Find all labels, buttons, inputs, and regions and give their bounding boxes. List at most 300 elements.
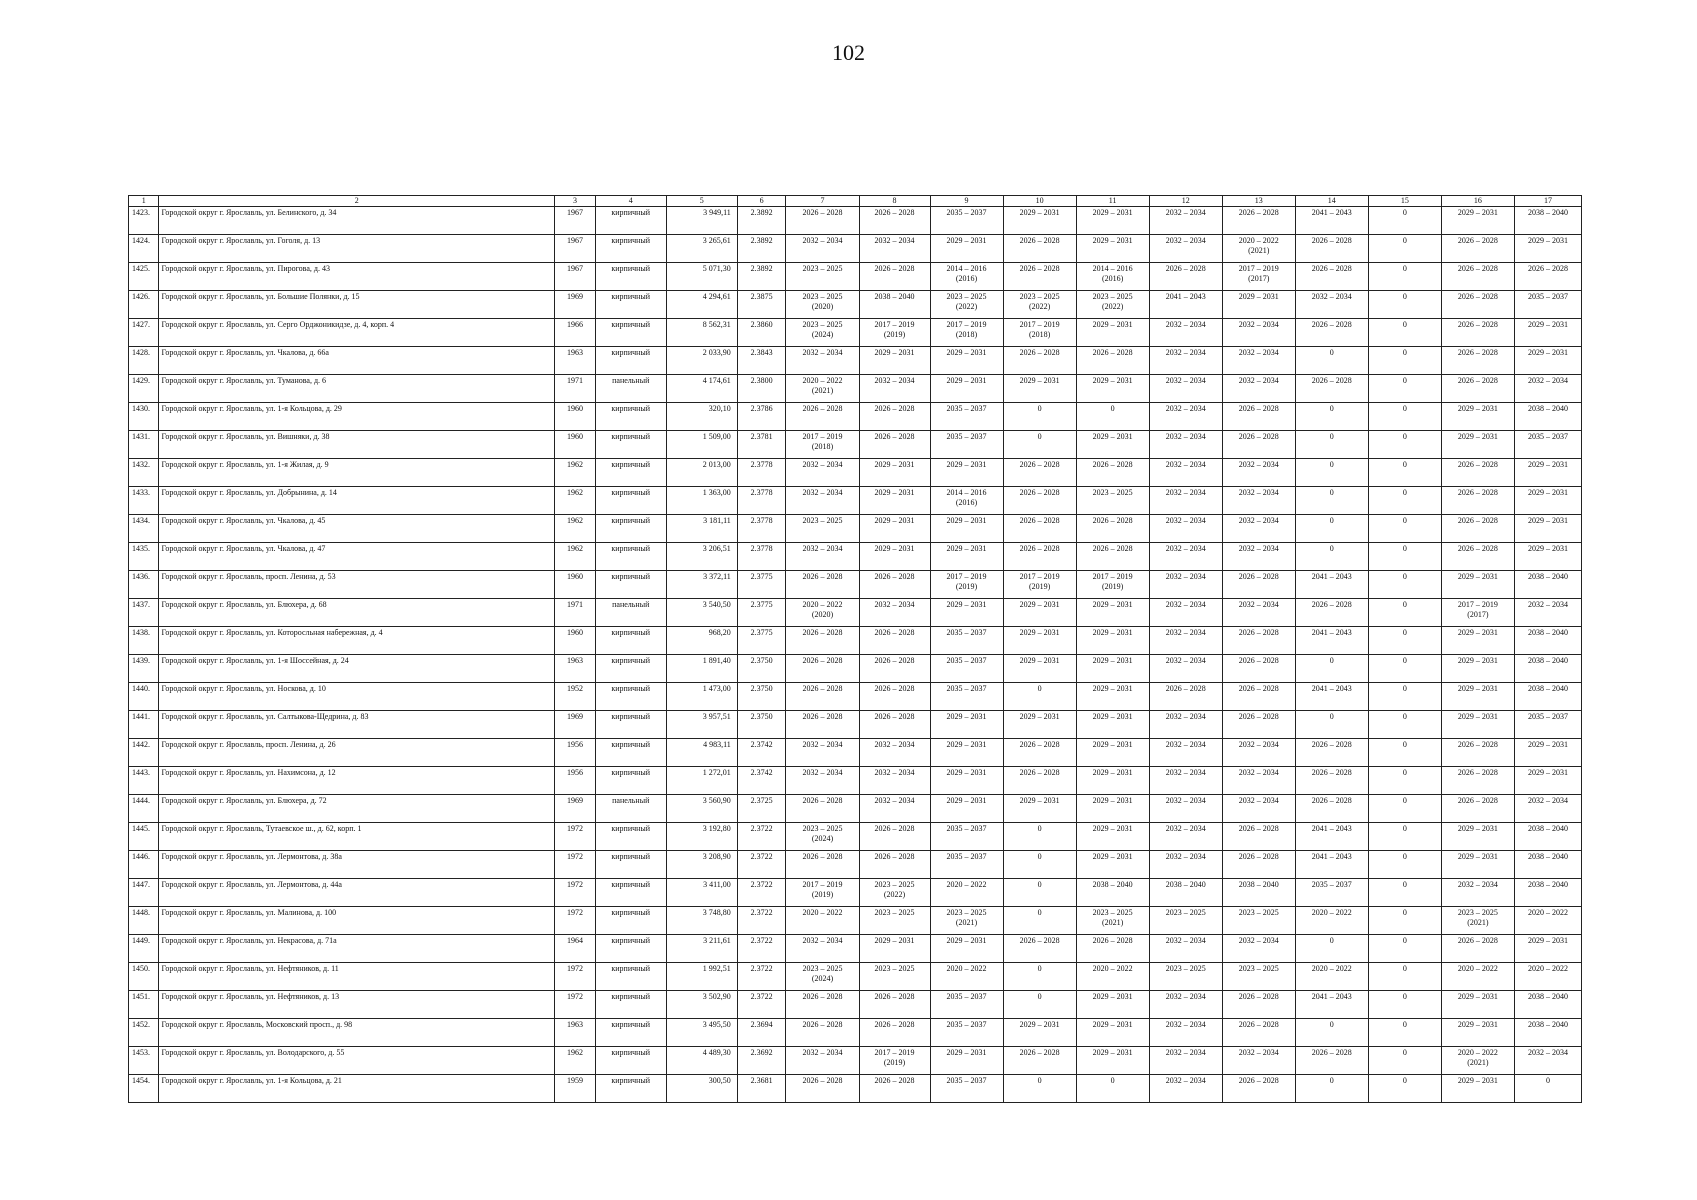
table-cell-col-10: 0 [1003,1075,1076,1103]
table-cell-col-10: 2023 – 2025 (2022) [1003,291,1076,319]
table-cell-col-4: кирпичный [595,767,666,795]
table-cell-col-8: 2032 – 2034 [859,767,930,795]
table-cell-col-1: 1443. [129,767,159,795]
table-cell-col-14: 2026 – 2028 [1295,795,1368,823]
table-cell-col-13: 2026 – 2028 [1222,851,1295,879]
table-cell-col-12: 2032 – 2034 [1149,1047,1222,1075]
table-cell-col-5: 1 509,00 [666,431,737,459]
table-cell-col-8: 2026 – 2028 [859,711,930,739]
column-number-15: 15 [1368,196,1441,207]
table-cell-col-8: 2032 – 2034 [859,739,930,767]
table-row [129,207,1582,235]
table-cell-col-16: 2029 – 2031 [1441,711,1514,739]
table-cell-col-9: 2029 – 2031 [930,739,1003,767]
table-cell-col-6: 2.3722 [737,851,786,879]
table-cell-col-2: Городской округ г. Ярославль, ул. Блюхера, д. 68 [159,599,555,627]
table-cell-col-4: кирпичный [595,655,666,683]
table-cell-col-11: 2038 – 2040 [1076,879,1149,907]
table-cell-col-2: Городской округ г. Ярославль, ул. Некрасова, д. 71а [159,935,555,963]
table-cell-col-8: 2026 – 2028 [859,627,930,655]
table-cell-col-11: 2026 – 2028 [1076,459,1149,487]
table-cell-col-15: 0 [1368,319,1441,347]
table-cell-col-11: 2026 – 2028 [1076,515,1149,543]
table-cell-col-11: 2023 – 2025 (2021) [1076,907,1149,935]
table-cell-col-2: Городской округ г. Ярославль, ул. Туманова, д. 6 [159,375,555,403]
table-cell-col-15: 0 [1368,823,1441,851]
table-cell-col-17: 2038 – 2040 [1514,655,1581,683]
table-cell-col-2: Городской округ г. Ярославль, ул. Чкалова, д. 45 [159,515,555,543]
table-cell-col-7: 2023 – 2025 (2024) [786,823,859,851]
table-cell-col-15: 0 [1368,235,1441,263]
table-cell-col-1: 1452. [129,1019,159,1047]
table-cell-col-17: 2029 – 2031 [1514,543,1581,571]
table-cell-col-8: 2029 – 2031 [859,487,930,515]
table-cell-col-11: 2029 – 2031 [1076,1047,1149,1075]
table-cell-col-12: 2032 – 2034 [1149,991,1222,1019]
table-cell-col-2: Городской округ г. Ярославль, ул. Володарского, д. 55 [159,1047,555,1075]
table-cell-col-2: Городской округ г. Ярославль, ул. 1-я Шоссейная, д. 24 [159,655,555,683]
table-cell-col-17: 2038 – 2040 [1514,627,1581,655]
table-cell-col-16: 2029 – 2031 [1441,991,1514,1019]
table-cell-col-7: 2032 – 2034 [786,487,859,515]
table-cell-col-4: кирпичный [595,291,666,319]
table-cell-col-16: 2029 – 2031 [1441,571,1514,599]
table-cell-col-7: 2032 – 2034 [786,235,859,263]
table-cell-col-3: 1960 [555,403,596,431]
table-cell-col-2: Городской округ г. Ярославль, ул. Которосльная набережная, д. 4 [159,627,555,655]
table-cell-col-13: 2032 – 2034 [1222,767,1295,795]
table-cell-col-8: 2023 – 2025 [859,907,930,935]
table-cell-col-4: кирпичный [595,459,666,487]
table-row [129,795,1582,823]
table-cell-col-7: 2026 – 2028 [786,627,859,655]
table-cell-col-8: 2017 – 2019 (2019) [859,319,930,347]
table-cell-col-16: 2029 – 2031 [1441,851,1514,879]
table-cell-col-10: 2029 – 2031 [1003,599,1076,627]
table-cell-col-3: 1969 [555,291,596,319]
table-cell-col-16: 2026 – 2028 [1441,543,1514,571]
table-cell-col-6: 2.3750 [737,683,786,711]
table-cell-col-7: 2023 – 2025 [786,263,859,291]
table-cell-col-9: 2029 – 2031 [930,515,1003,543]
table-cell-col-1: 1434. [129,515,159,543]
table-cell-col-15: 0 [1368,515,1441,543]
table-cell-col-9: 2035 – 2037 [930,627,1003,655]
table-cell-col-12: 2032 – 2034 [1149,207,1222,235]
table-cell-col-4: кирпичный [595,515,666,543]
table-cell-col-1: 1431. [129,431,159,459]
table-cell-col-12: 2032 – 2034 [1149,403,1222,431]
table-cell-col-3: 1972 [555,851,596,879]
table-cell-col-16: 2023 – 2025 (2021) [1441,907,1514,935]
table-cell-col-5: 3 411,00 [666,879,737,907]
table-cell-col-11: 2029 – 2031 [1076,767,1149,795]
table-cell-col-13: 2032 – 2034 [1222,487,1295,515]
table-cell-col-1: 1450. [129,963,159,991]
table-cell-col-13: 2026 – 2028 [1222,655,1295,683]
table-cell-col-6: 2.3750 [737,711,786,739]
table-cell-col-17: 2032 – 2034 [1514,375,1581,403]
table-cell-col-15: 0 [1368,795,1441,823]
table-cell-col-6: 2.3722 [737,823,786,851]
table-cell-col-8: 2026 – 2028 [859,263,930,291]
table-cell-col-3: 1966 [555,319,596,347]
table-cell-col-5: 300,50 [666,1075,737,1103]
table-cell-col-10: 0 [1003,851,1076,879]
table-cell-col-13: 2032 – 2034 [1222,347,1295,375]
table-cell-col-16: 2026 – 2028 [1441,767,1514,795]
table-cell-col-13: 2026 – 2028 [1222,571,1295,599]
table-cell-col-6: 2.3775 [737,599,786,627]
table-cell-col-13: 2026 – 2028 [1222,403,1295,431]
table-cell-col-3: 1967 [555,235,596,263]
table-cell-col-14: 2026 – 2028 [1295,599,1368,627]
table-cell-col-16: 2020 – 2022 (2021) [1441,1047,1514,1075]
table-cell-col-15: 0 [1368,963,1441,991]
table-cell-col-15: 0 [1368,711,1441,739]
table-cell-col-4: кирпичный [595,627,666,655]
table-row [129,627,1582,655]
table-cell-col-6: 2.3725 [737,795,786,823]
table-cell-col-2: Городской округ г. Ярославль, ул. Гоголя, д. 13 [159,235,555,263]
table-cell-col-15: 0 [1368,1075,1441,1103]
table-cell-col-2: Городской округ г. Ярославль, Тутаевское ш., д. 62, корп. 1 [159,823,555,851]
table-cell-col-5: 3 957,51 [666,711,737,739]
table-cell-col-10: 2026 – 2028 [1003,347,1076,375]
table-cell-col-3: 1962 [555,543,596,571]
table-cell-col-5: 8 562,31 [666,319,737,347]
table-row [129,739,1582,767]
table-cell-col-16: 2026 – 2028 [1441,739,1514,767]
table-cell-col-2: Городской округ г. Ярославль, ул. Нефтяников, д. 13 [159,991,555,1019]
table-cell-col-8: 2026 – 2028 [859,683,930,711]
table-cell-col-10: 2017 – 2019 (2018) [1003,319,1076,347]
table-cell-col-7: 2020 – 2022 (2021) [786,375,859,403]
table-cell-col-4: кирпичный [595,207,666,235]
table-cell-col-1: 1429. [129,375,159,403]
table-cell-col-5: 4 489,30 [666,1047,737,1075]
table-cell-col-5: 3 495,50 [666,1019,737,1047]
table-cell-col-1: 1432. [129,459,159,487]
table-row [129,935,1582,963]
table-cell-col-15: 0 [1368,599,1441,627]
table-cell-col-4: кирпичный [595,879,666,907]
table-cell-col-7: 2020 – 2022 (2020) [786,599,859,627]
table-cell-col-15: 0 [1368,879,1441,907]
table-cell-col-2: Городской округ г. Ярославль, ул. Блюхера, д. 72 [159,795,555,823]
table-cell-col-12: 2038 – 2040 [1149,879,1222,907]
table-cell-col-13: 2026 – 2028 [1222,431,1295,459]
table-cell-col-9: 2029 – 2031 [930,599,1003,627]
table-cell-col-7: 2026 – 2028 [786,851,859,879]
table-cell-col-16: 2026 – 2028 [1441,487,1514,515]
table-cell-col-11: 2029 – 2031 [1076,683,1149,711]
table-cell-col-1: 1423. [129,207,159,235]
table-cell-col-14: 2026 – 2028 [1295,739,1368,767]
table-cell-col-10: 2026 – 2028 [1003,739,1076,767]
table-cell-col-12: 2032 – 2034 [1149,431,1222,459]
table-cell-col-16: 2026 – 2028 [1441,515,1514,543]
table-cell-col-17: 0 [1514,1075,1581,1103]
table-cell-col-10: 2026 – 2028 [1003,515,1076,543]
table-cell-col-3: 1967 [555,263,596,291]
table-cell-col-8: 2026 – 2028 [859,851,930,879]
table-row [129,851,1582,879]
table-cell-col-6: 2.3722 [737,963,786,991]
table-cell-col-15: 0 [1368,683,1441,711]
table-cell-col-16: 2029 – 2031 [1441,207,1514,235]
table-cell-col-7: 2032 – 2034 [786,459,859,487]
table-row [129,963,1582,991]
column-number-11: 11 [1076,196,1149,207]
table-cell-col-9: 2035 – 2037 [930,851,1003,879]
table-cell-col-12: 2032 – 2034 [1149,347,1222,375]
table-row [129,319,1582,347]
table-cell-col-9: 2020 – 2022 [930,879,1003,907]
table-cell-col-2: Городской округ г. Ярославль, Московский просп., д. 98 [159,1019,555,1047]
table-cell-col-13: 2032 – 2034 [1222,375,1295,403]
table-cell-col-12: 2032 – 2034 [1149,599,1222,627]
table-cell-col-3: 1972 [555,963,596,991]
table-cell-col-2: Городской округ г. Ярославль, ул. 1-я Жилая, д. 9 [159,459,555,487]
table-row [129,991,1582,1019]
table-cell-col-8: 2026 – 2028 [859,655,930,683]
table-cell-col-4: кирпичный [595,543,666,571]
table-row [129,1047,1582,1075]
table-cell-col-11: 2029 – 2031 [1076,739,1149,767]
table-cell-col-17: 2029 – 2031 [1514,515,1581,543]
table-row [129,1019,1582,1047]
table-cell-col-7: 2026 – 2028 [786,711,859,739]
table-cell-col-13: 2026 – 2028 [1222,823,1295,851]
table-cell-col-15: 0 [1368,767,1441,795]
table-cell-col-13: 2032 – 2034 [1222,459,1295,487]
table-cell-col-5: 4 983,11 [666,739,737,767]
table-cell-col-9: 2029 – 2031 [930,375,1003,403]
table-cell-col-7: 2023 – 2025 (2024) [786,963,859,991]
column-number-8: 8 [859,196,930,207]
table-cell-col-14: 2041 – 2043 [1295,683,1368,711]
column-number-2: 2 [159,196,555,207]
table-row [129,571,1582,599]
table-cell-col-9: 2035 – 2037 [930,991,1003,1019]
table-cell-col-3: 1960 [555,571,596,599]
table-cell-col-11: 2029 – 2031 [1076,991,1149,1019]
table-cell-col-5: 968,20 [666,627,737,655]
table-cell-col-14: 0 [1295,347,1368,375]
table-cell-col-8: 2029 – 2031 [859,347,930,375]
table-cell-col-6: 2.3778 [737,515,786,543]
table-cell-col-11: 2029 – 2031 [1076,823,1149,851]
table-cell-col-11: 2023 – 2025 (2022) [1076,291,1149,319]
table-cell-col-13: 2026 – 2028 [1222,1075,1295,1103]
table-cell-col-9: 2029 – 2031 [930,935,1003,963]
table-cell-col-14: 0 [1295,655,1368,683]
table-row [129,655,1582,683]
table-cell-col-9: 2029 – 2031 [930,543,1003,571]
table-cell-col-10: 2026 – 2028 [1003,235,1076,263]
table-cell-col-16: 2029 – 2031 [1441,431,1514,459]
table-cell-col-6: 2.3778 [737,487,786,515]
table-cell-col-9: 2029 – 2031 [930,1047,1003,1075]
table-cell-col-4: кирпичный [595,935,666,963]
table-cell-col-4: кирпичный [595,263,666,291]
table-cell-col-4: кирпичный [595,907,666,935]
table-cell-col-14: 2026 – 2028 [1295,319,1368,347]
table-cell-col-17: 2038 – 2040 [1514,851,1581,879]
table-cell-col-2: Городской округ г. Ярославль, ул. Лермонтова, д. 38а [159,851,555,879]
table-cell-col-15: 0 [1368,347,1441,375]
table-cell-col-10: 2026 – 2028 [1003,459,1076,487]
table-cell-col-17: 2038 – 2040 [1514,683,1581,711]
table-cell-col-8: 2029 – 2031 [859,543,930,571]
table-cell-col-1: 1439. [129,655,159,683]
table-cell-col-3: 1963 [555,1019,596,1047]
table-cell-col-2: Городской округ г. Ярославль, ул. Носкова, д. 10 [159,683,555,711]
table-cell-col-14: 2026 – 2028 [1295,235,1368,263]
table-cell-col-6: 2.3722 [737,879,786,907]
table-cell-col-14: 2032 – 2034 [1295,291,1368,319]
column-number-5: 5 [666,196,737,207]
table-cell-col-9: 2035 – 2037 [930,207,1003,235]
table-cell-col-9: 2014 – 2016 (2016) [930,263,1003,291]
table-row [129,907,1582,935]
column-number-4: 4 [595,196,666,207]
table-cell-col-1: 1444. [129,795,159,823]
table-cell-col-4: кирпичный [595,431,666,459]
table-cell-col-15: 0 [1368,991,1441,1019]
table-cell-col-12: 2032 – 2034 [1149,487,1222,515]
table-row [129,263,1582,291]
table-cell-col-6: 2.3775 [737,571,786,599]
table-cell-col-14: 2041 – 2043 [1295,823,1368,851]
table-cell-col-15: 0 [1368,571,1441,599]
table-cell-col-12: 2026 – 2028 [1149,263,1222,291]
table-cell-col-12: 2032 – 2034 [1149,1075,1222,1103]
table-cell-col-7: 2020 – 2022 [786,907,859,935]
table-cell-col-8: 2026 – 2028 [859,991,930,1019]
table-cell-col-13: 2023 – 2025 [1222,907,1295,935]
table-cell-col-14: 0 [1295,459,1368,487]
table-cell-col-13: 2026 – 2028 [1222,627,1295,655]
table-cell-col-10: 0 [1003,431,1076,459]
table-cell-col-11: 2029 – 2031 [1076,795,1149,823]
table-cell-col-15: 0 [1368,459,1441,487]
column-number-7: 7 [786,196,859,207]
table-cell-col-12: 2041 – 2043 [1149,291,1222,319]
table-cell-col-1: 1437. [129,599,159,627]
table-cell-col-17: 2032 – 2034 [1514,1047,1581,1075]
table-cell-col-17: 2038 – 2040 [1514,207,1581,235]
table-cell-col-3: 1959 [555,1075,596,1103]
table-cell-col-17: 2020 – 2022 [1514,907,1581,935]
table-row [129,683,1582,711]
table-cell-col-7: 2032 – 2034 [786,935,859,963]
table-cell-col-1: 1427. [129,319,159,347]
table-cell-col-15: 0 [1368,263,1441,291]
table-cell-col-3: 1963 [555,347,596,375]
table-cell-col-17: 2029 – 2031 [1514,739,1581,767]
table-cell-col-16: 2029 – 2031 [1441,1019,1514,1047]
table-cell-col-2: Городской округ г. Ярославль, ул. Нефтяников, д. 11 [159,963,555,991]
table-cell-col-1: 1451. [129,991,159,1019]
table-cell-col-1: 1449. [129,935,159,963]
table-cell-col-17: 2038 – 2040 [1514,403,1581,431]
table-cell-col-2: Городской округ г. Ярославль, ул. Большие Полянки, д. 15 [159,291,555,319]
table-cell-col-5: 1 992,51 [666,963,737,991]
table-cell-col-4: кирпичный [595,319,666,347]
table-cell-col-6: 2.3875 [737,291,786,319]
table-cell-col-12: 2032 – 2034 [1149,515,1222,543]
table-cell-col-14: 2041 – 2043 [1295,851,1368,879]
table-cell-col-4: кирпичный [595,851,666,879]
table-cell-col-7: 2026 – 2028 [786,207,859,235]
table-cell-col-8: 2032 – 2034 [859,599,930,627]
table-cell-col-9: 2035 – 2037 [930,655,1003,683]
table-cell-col-17: 2029 – 2031 [1514,487,1581,515]
table-cell-col-11: 0 [1076,403,1149,431]
table-cell-col-5: 1 363,00 [666,487,737,515]
table-cell-col-11: 2029 – 2031 [1076,599,1149,627]
table-cell-col-16: 2032 – 2034 [1441,879,1514,907]
table-cell-col-9: 2035 – 2037 [930,1019,1003,1047]
table-cell-col-11: 2020 – 2022 [1076,963,1149,991]
table-cell-col-5: 4 174,61 [666,375,737,403]
table-cell-col-12: 2023 – 2025 [1149,963,1222,991]
table-cell-col-2: Городской округ г. Ярославль, ул. 1-я Кольцова, д. 21 [159,1075,555,1103]
table-cell-col-8: 2029 – 2031 [859,515,930,543]
table-cell-col-16: 2026 – 2028 [1441,319,1514,347]
column-number-13: 13 [1222,196,1295,207]
table-cell-col-10: 2026 – 2028 [1003,543,1076,571]
table-cell-col-4: кирпичный [595,235,666,263]
table-cell-col-16: 2026 – 2028 [1441,375,1514,403]
table-cell-col-12: 2032 – 2034 [1149,627,1222,655]
table-cell-col-16: 2026 – 2028 [1441,263,1514,291]
table-cell-col-16: 2026 – 2028 [1441,235,1514,263]
table-cell-col-14: 2020 – 2022 [1295,963,1368,991]
table-cell-col-12: 2026 – 2028 [1149,683,1222,711]
table-cell-col-2: Городской округ г. Ярославль, ул. Чкалова, д. 47 [159,543,555,571]
table-cell-col-16: 2026 – 2028 [1441,291,1514,319]
table-cell-col-5: 1 891,40 [666,655,737,683]
column-number-9: 9 [930,196,1003,207]
table-cell-col-14: 0 [1295,1019,1368,1047]
table-cell-col-6: 2.3775 [737,627,786,655]
table-cell-col-17: 2029 – 2031 [1514,319,1581,347]
table-cell-col-14: 0 [1295,935,1368,963]
column-number-12: 12 [1149,196,1222,207]
table-cell-col-13: 2020 – 2022 (2021) [1222,235,1295,263]
table-cell-col-3: 1962 [555,1047,596,1075]
table-cell-col-14: 2026 – 2028 [1295,375,1368,403]
page-number: 102 [832,40,865,65]
table-cell-col-8: 2032 – 2034 [859,795,930,823]
table-cell-col-2: Городской округ г. Ярославль, ул. 1-я Кольцова, д. 29 [159,403,555,431]
table-cell-col-15: 0 [1368,291,1441,319]
table-cell-col-15: 0 [1368,403,1441,431]
table-cell-col-1: 1448. [129,907,159,935]
table-cell-col-8: 2026 – 2028 [859,431,930,459]
column-number-16: 16 [1441,196,1514,207]
table-cell-col-17: 2035 – 2037 [1514,291,1581,319]
table-cell-col-11: 2026 – 2028 [1076,347,1149,375]
table-cell-col-11: 0 [1076,1075,1149,1103]
column-number-10: 10 [1003,196,1076,207]
table-cell-col-3: 1960 [555,431,596,459]
table-cell-col-2: Городской округ г. Ярославль, ул. Нахимсона, д. 12 [159,767,555,795]
table-row [129,543,1582,571]
